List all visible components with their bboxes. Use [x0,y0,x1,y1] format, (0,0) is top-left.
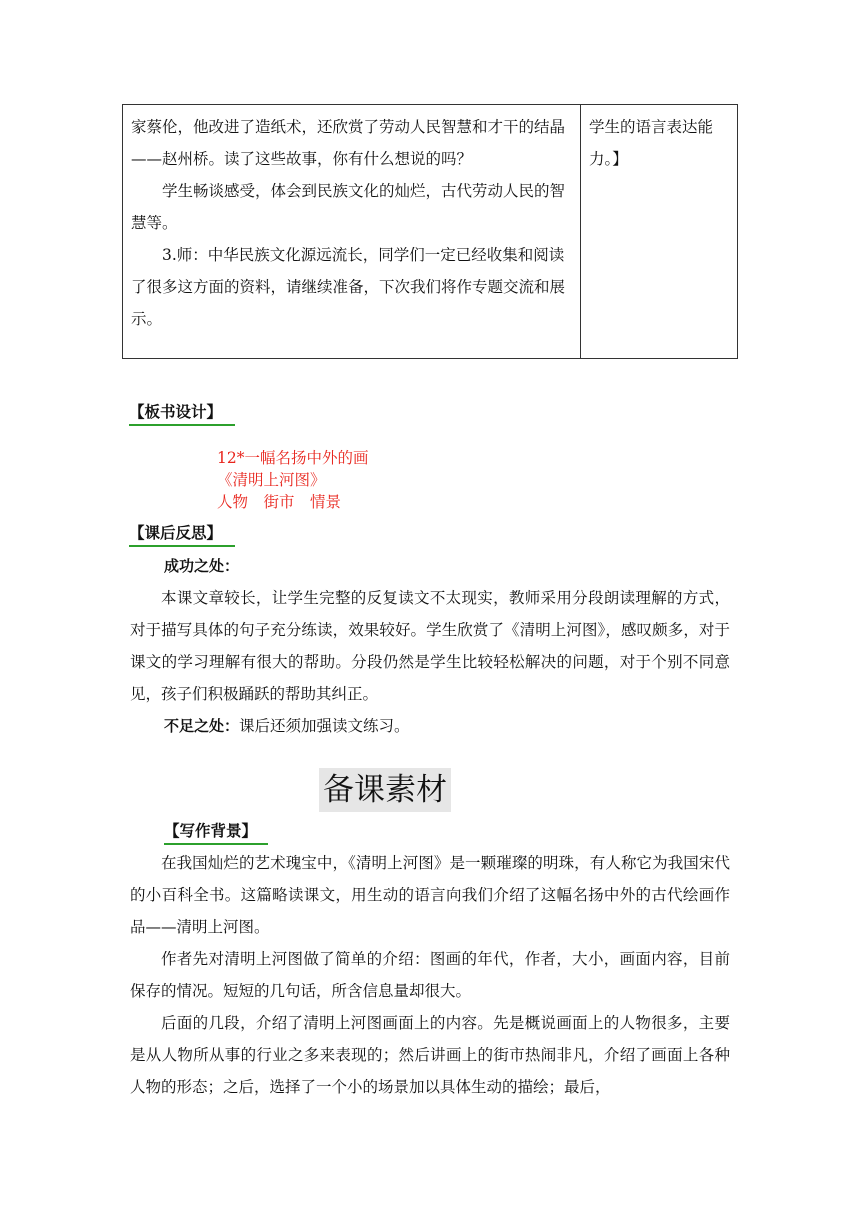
lesson-table [122,104,738,359]
material-title: 备课素材 [319,768,451,812]
shortage-label: 不足之处： [164,717,240,735]
reflection-heading [129,522,222,544]
table-cell-process [131,111,575,335]
reflection-body [130,550,730,742]
board-line: 12*一幅名扬中外的画 [217,449,369,467]
shortage-text: 课后还须加强读文练习。 [239,717,410,735]
heading-underline [129,545,235,547]
writing-background-heading [164,820,257,842]
table-intent-text: 学生的语言表达能力。】 [589,118,714,168]
table-paragraph: 学生畅谈感受，体会到民族文化的灿烂，古代劳动人民的智慧等。 [131,182,566,232]
writing-background-heading-text: 【写作背景】 [164,822,258,840]
board-design-heading [129,401,222,423]
material-paragraph: 作者先对清明上河图做了简单的介绍：图画的年代，作者，大小，画面内容，目前保存的情况。短短的几句话，所含信息量却很大。 [130,950,730,1000]
shortage-line [130,710,730,742]
reflection-heading-text: 【课后反思】 [129,524,223,542]
heading-underline [164,843,268,845]
board-line: 《清明上河图》 [217,471,326,489]
success-label: 成功之处： [164,557,240,575]
table-paragraph: 3.师：中华民族文化源远流长，同学们一定已经收集和阅读了很多这方面的资料，请继续准备，下次我们将作专题交流和展示。 [131,246,566,328]
material-paragraph: 后面的几段，介绍了清明上河图画面上的内容。先是概说画面上的人物很多，主要是从人物所从事的行业之多来表现的；然后讲画上的街市热闹非凡，介绍了画面上各种人物的形态；之后，选择了一个小的场景加以具体生动的描绘；最后， [130,1014,730,1096]
heading-underline [129,424,235,426]
board-design-content [217,447,368,513]
table-paragraph: 家蔡伦，他改进了造纸术，还欣赏了劳动人民智慧和才干的结晶——赵州桥。读了这些故事，你有什么想说的吗？ [131,118,566,168]
success-label-line [130,550,730,582]
board-design-heading-text: 【板书设计】 [129,403,223,421]
success-text: 本课文章较长，让学生完整的反复读文不太现实，教师采用分段朗读理解的方式，对于描写具体的句子充分练读，效果较好。学生欣赏了《清明上河图》，感叹颇多，对于课文的学习理解有很大的帮助。分段仍然是学生比较轻松解决的问题，对于个别不同意见，孩子们积极踊跃的帮助其纠正。 [130,589,730,703]
writing-background-body [130,847,730,1103]
board-line: 人物 街市 情景 [217,493,342,511]
table-cell-intent [589,111,733,175]
table-column-divider [580,105,581,358]
material-paragraph: 在我国灿烂的艺术瑰宝中，《清明上河图》是一颗璀璨的明珠，有人称它为我国宋代的小百科全书。这篇略读课文，用生动的语言向我们介绍了这幅名扬中外的古代绘画作品——清明上河图。 [130,854,730,936]
